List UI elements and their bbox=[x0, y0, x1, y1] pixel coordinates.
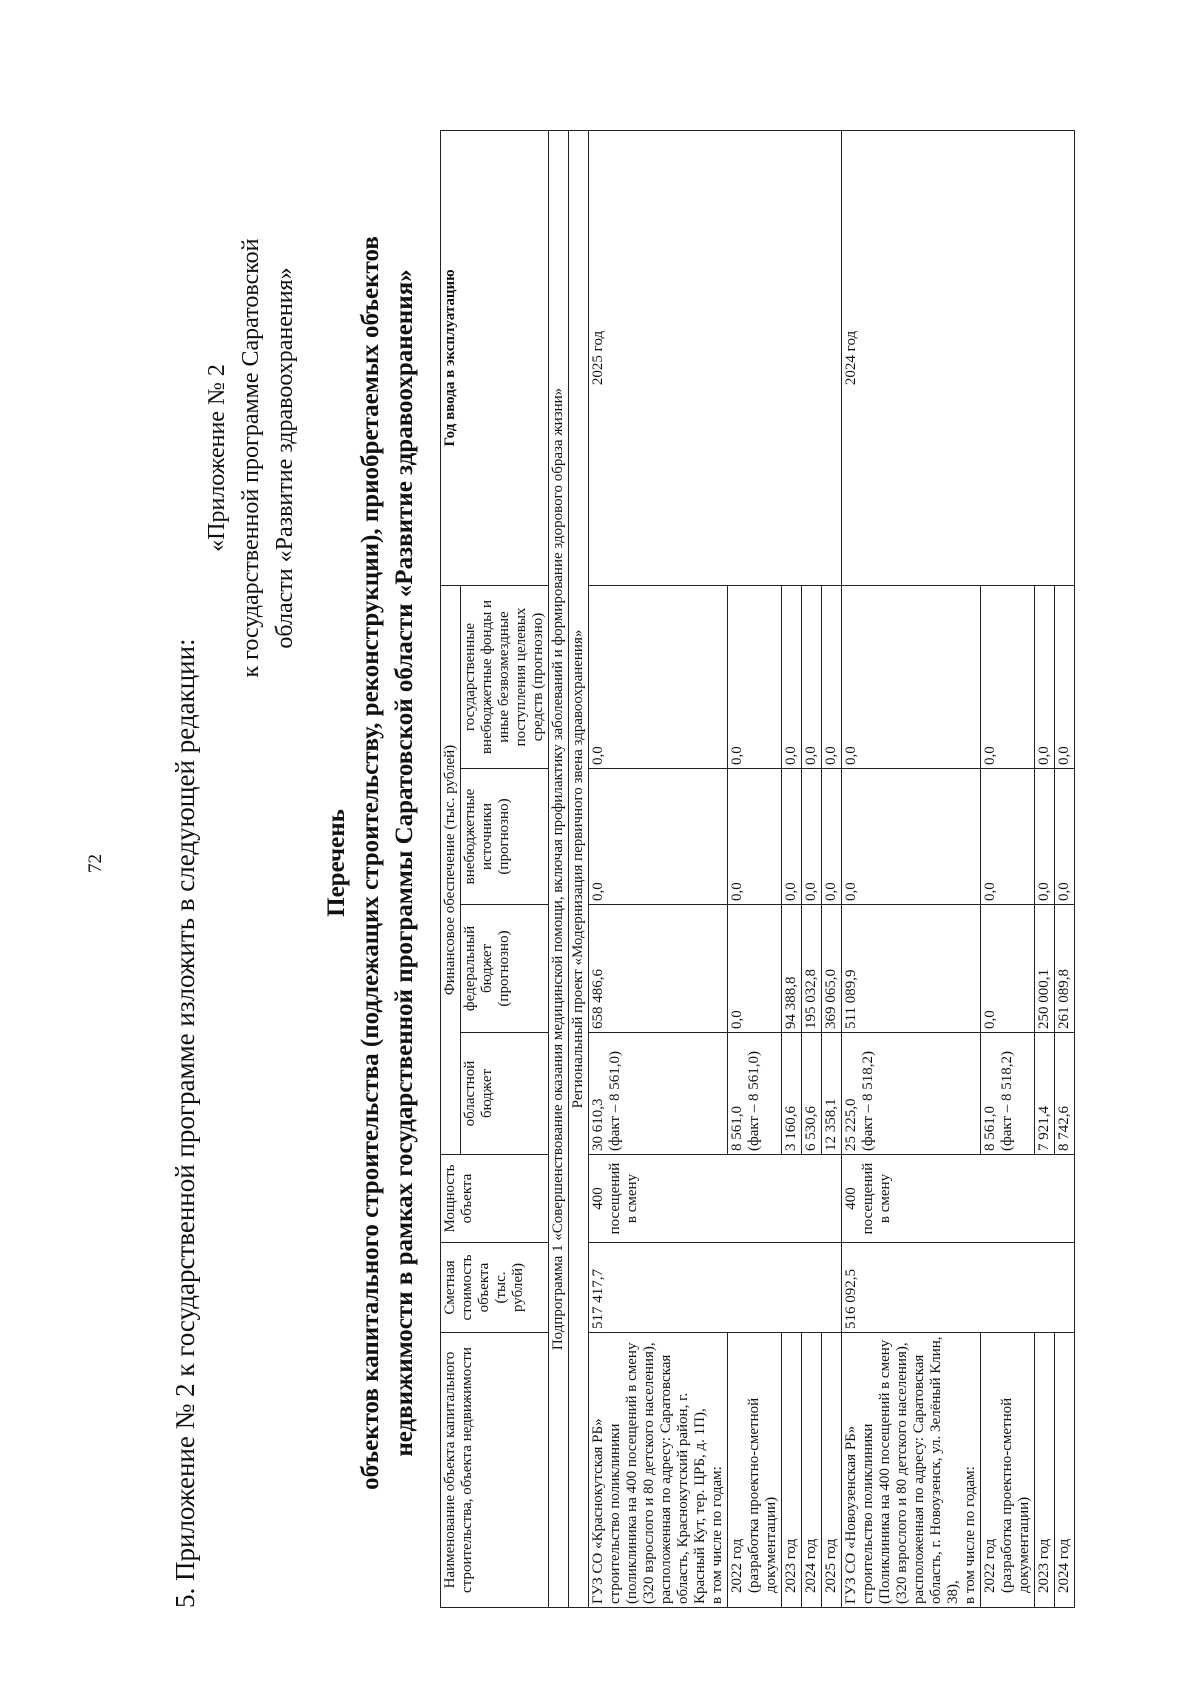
table-row bbox=[589, 130, 728, 1607]
year-label: 2025 год bbox=[822, 1333, 842, 1608]
header-name: Наименование объекта капитального строительства, объекта недвижимости bbox=[441, 1333, 549, 1608]
regional-value: 30 610,3 bbox=[590, 1098, 606, 1151]
year-federal: 261 089,8 bbox=[1055, 905, 1075, 1033]
year-regional: 3 160,6 bbox=[782, 1033, 802, 1155]
object-in-total: в том числе по годам: bbox=[962, 1466, 978, 1604]
table-row bbox=[842, 130, 981, 1607]
document-title bbox=[320, 138, 422, 1588]
object-name-cell bbox=[589, 1333, 728, 1608]
subprogram-title: Подпрограмма 1 «Совершенствование оказания медицинской помощи, включая профилактику заболеваний и формирование здорового образа жизни» bbox=[549, 130, 569, 1607]
object-cost: 516 092,5 bbox=[842, 1243, 1075, 1333]
regional-fact: (факт – 8 518,2) bbox=[999, 1050, 1015, 1151]
intro-text: 5. Приложение № 2 к государственной программе изложить в следующей редакции: bbox=[170, 638, 200, 1608]
year-federal: 369 065,0 bbox=[822, 905, 842, 1033]
year-federal: 195 032,8 bbox=[802, 905, 822, 1033]
title-line: объектов капитального строительства (подлежащих строительству, реконструкции), приобретаемых объектов bbox=[357, 236, 384, 1490]
year-statefunds: 0,0 bbox=[782, 585, 802, 768]
project-title: Региональный проект «Модернизация первичного звена здравоохранения» bbox=[569, 130, 589, 1607]
year-label-text: 2022 год bbox=[729, 1538, 745, 1593]
capacity-unit: посещений bbox=[607, 1162, 623, 1235]
object-regional bbox=[589, 1033, 728, 1155]
object-statefunds: 0,0 bbox=[842, 585, 981, 768]
subprogram-row bbox=[549, 130, 569, 1607]
year-federal: 0,0 bbox=[728, 905, 782, 1033]
title-line: Перечень bbox=[323, 809, 350, 917]
capacity-unit: посещений bbox=[860, 1162, 876, 1235]
regional-fact: (факт – 8 561,0) bbox=[746, 1050, 762, 1151]
capacity-shift: в смену bbox=[877, 1173, 893, 1224]
capacity-shift: в смену bbox=[624, 1173, 640, 1224]
year-label: 2024 год bbox=[1055, 1333, 1075, 1608]
year-federal: 250 000,1 bbox=[1035, 905, 1055, 1033]
year-statefunds: 0,0 bbox=[1055, 585, 1075, 768]
object-in-total: в том числе по годам: bbox=[709, 1466, 725, 1604]
object-federal: 658 486,6 bbox=[589, 905, 728, 1033]
appendix-line: области «Развитие здравоохранения» bbox=[272, 267, 298, 649]
year-label: 2024 год bbox=[802, 1333, 822, 1608]
year-statefunds: 0,0 bbox=[728, 585, 782, 768]
header-year: Год ввода в эксплуатацию bbox=[441, 130, 549, 585]
header-financing: Финансовое обеспечение (тыс. рублей) bbox=[441, 585, 461, 1154]
year-extrabudget: 0,0 bbox=[1035, 769, 1055, 905]
object-year: 2024 год bbox=[842, 130, 1075, 585]
object-name: ГУЗ СО «Краснокутская РБ» строительство поликлиники (поликлиника на 400 посещений в смену (320 взрослого и 80 детского населения), расположенная по адресу: Саратовская область, Краснокутский район, г. Красный Кут, тер. ЦРБ, д. 1П), bbox=[590, 1342, 708, 1604]
year-federal: 0,0 bbox=[981, 905, 1035, 1033]
page-number: 72 bbox=[85, 854, 106, 873]
year-statefunds: 0,0 bbox=[1035, 585, 1055, 768]
year-extrabudget: 0,0 bbox=[981, 769, 1035, 905]
regional-fact: (факт – 8 518,2) bbox=[860, 1050, 876, 1151]
table-header-row bbox=[441, 130, 461, 1607]
appendix-heading bbox=[200, 148, 302, 768]
object-year: 2025 год bbox=[589, 130, 842, 585]
header-extrabudget: внебюджетные источники (прогнозно) bbox=[461, 769, 549, 905]
year-regional bbox=[728, 1033, 782, 1155]
object-extrabudget: 0,0 bbox=[842, 769, 981, 905]
object-extrabudget: 0,0 bbox=[589, 769, 728, 905]
appendix-line: «Приложение № 2 bbox=[204, 364, 230, 552]
year-regional: 7 921,4 bbox=[1035, 1033, 1055, 1155]
year-federal: 94 388,8 bbox=[782, 905, 802, 1033]
year-label-text: 2022 год bbox=[982, 1538, 998, 1593]
header-cost: Сметная стоимость объекта (тыс. рублей) bbox=[441, 1243, 549, 1333]
regional-value: 25 225,0 bbox=[843, 1098, 859, 1151]
appendix-line: к государственной программе Саратовской bbox=[238, 238, 264, 678]
year-regional bbox=[981, 1033, 1035, 1155]
year-label bbox=[981, 1333, 1035, 1608]
object-capacity bbox=[842, 1155, 1075, 1243]
year-note: (разработка проектно-сметной документации) bbox=[746, 1397, 779, 1593]
capacity-number: 400 bbox=[590, 1187, 606, 1210]
year-label: 2023 год bbox=[1035, 1333, 1055, 1608]
year-extrabudget: 0,0 bbox=[782, 769, 802, 905]
document-page bbox=[50, 88, 1090, 1648]
year-extrabudget: 0,0 bbox=[822, 769, 842, 905]
regional-fact: (факт – 8 561,0) bbox=[607, 1050, 623, 1151]
year-statefunds: 0,0 bbox=[822, 585, 842, 768]
capacity-number: 400 bbox=[843, 1187, 859, 1210]
year-regional: 8 742,6 bbox=[1055, 1033, 1075, 1155]
objects-table bbox=[440, 130, 1075, 1608]
year-extrabudget: 0,0 bbox=[728, 769, 782, 905]
year-extrabudget: 0,0 bbox=[802, 769, 822, 905]
year-statefunds: 0,0 bbox=[802, 585, 822, 768]
object-cost: 517 417,7 bbox=[589, 1243, 842, 1333]
regional-value: 8 561,0 bbox=[982, 1106, 998, 1151]
year-label: 2023 год bbox=[782, 1333, 802, 1608]
object-statefunds: 0,0 bbox=[589, 585, 728, 768]
project-row bbox=[569, 130, 589, 1607]
title-line: недвижимости в рамках государственной программы Саратовской области «Развитие здравоохранения» bbox=[391, 269, 418, 1457]
regional-value: 8 561,0 bbox=[729, 1106, 745, 1151]
header-statefunds: государственные внебюджетные фонды и иные безвозмездные поступления целевых средств (прогнозно) bbox=[461, 585, 549, 768]
header-capacity: Мощность объекта bbox=[441, 1155, 549, 1243]
year-regional: 6 530,6 bbox=[802, 1033, 822, 1155]
year-regional: 12 358,1 bbox=[822, 1033, 842, 1155]
object-capacity bbox=[589, 1155, 842, 1243]
object-name: ГУЗ СО «Новоузенская РБ» строительство поликлиники (Поликлиника на 400 посещений в смену (320 взрослого и 80 детского населения), расположенная по адресу: Саратовская область, г. Новоузенск, ул. Зелёный Клин, 38), bbox=[843, 1336, 961, 1604]
object-regional bbox=[842, 1033, 981, 1155]
year-statefunds: 0,0 bbox=[981, 585, 1035, 768]
year-note: (разработка проектно-сметной документации) bbox=[999, 1397, 1032, 1593]
year-extrabudget: 0,0 bbox=[1055, 769, 1075, 905]
object-name-cell bbox=[842, 1333, 981, 1608]
object-federal: 511 089,9 bbox=[842, 905, 981, 1033]
header-regional: областной бюджет bbox=[461, 1033, 549, 1155]
header-federal: федеральный бюджет (прогнозно) bbox=[461, 905, 549, 1033]
year-label bbox=[728, 1333, 782, 1608]
